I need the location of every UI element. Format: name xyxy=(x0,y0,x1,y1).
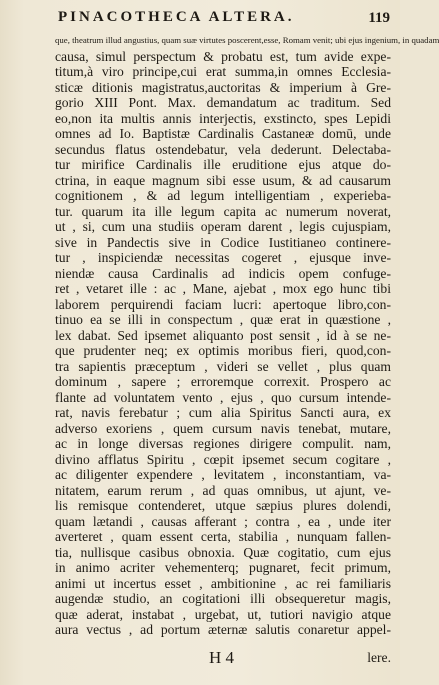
text-line: animi ut incertus esset , ambitionine , ac rei familiaris xyxy=(55,575,391,591)
text-line: ret , vetaret ille : ac , Mane, ajebat , mox ego hunc tibi xyxy=(55,281,391,296)
text-line: ctrina, in eaque magnum sibi esse usum, & ad causarum xyxy=(55,172,391,188)
text-line: aura vectus , ad portum æternæ salutis conaretur appel- xyxy=(55,622,391,637)
text-line: adverso exoriens , quem cursum navis tenebat, mutare, xyxy=(55,420,391,436)
text-line: tra sapientis præceptum , videri se vellet , plus quam xyxy=(55,358,391,374)
text-line: tur , inspiciendæ necessitas cogeret , ejusque inve- xyxy=(55,250,391,265)
body-text xyxy=(55,33,439,638)
text-line: niendæ causa Cardinalis ad indicis opem confuge- xyxy=(55,265,391,281)
text-line: tur. quarum ita ille legum capita ac numerum noverat, xyxy=(55,203,391,219)
text-line: que, theatrum illud angustius, quam suæ virtutes poscerent,esse, Romam venit; ubi ejus ingenium, in quadam xyxy=(55,35,439,45)
text-line: sive in Pandectis sive in Codice Iustitianeo continere- xyxy=(55,234,391,250)
catchword: lere. xyxy=(367,650,391,665)
text-line: nitatem, earum rerum , ad quas omnibus, ut ajunt, ve- xyxy=(55,482,391,498)
text-line: quæ aderat, instabat , urgebat, ut, tutiori navigio atque xyxy=(55,606,391,622)
text-line: ac in longe diversas regiones dirigere compulit. nam, xyxy=(55,436,391,451)
text-line: causa, simul perspectum & probatu est, tum avide expe- xyxy=(55,48,391,64)
text-line: ut , si, cum una studiis operam darent , legis cujuspiam, xyxy=(55,219,391,234)
text-line: omnes ad Io. Baptistæ Cardinalis Castaneæ domū, unde xyxy=(55,126,391,141)
running-head: PINACOTHECA ALTERA. xyxy=(58,9,295,25)
text-line: rat, navis ferebatur ; cum alia Spiritus Sancti aura, ex xyxy=(55,405,391,420)
text-line: divino afflatus Spiritu , cœpit ipsemet secum cogitare , xyxy=(55,451,391,467)
text-line: in animo acriter vehementerq; pugnaret, fecit primum, xyxy=(55,560,391,575)
signature-mark: H 4 xyxy=(209,648,235,667)
text-line: quam lætandi , causas afferant ; contra , ea , unde iter xyxy=(55,513,391,529)
text-line: ac diligenter expendere , levitatem , inconstantiam, va- xyxy=(55,467,391,482)
text-line: gorio XIII Pont. Max. demandatum ac traditum. Sed xyxy=(55,95,391,110)
text-line: averteret , quam essent certa, stabilia , nunquam fallen- xyxy=(55,529,391,544)
text-line: flante ad voluntatem vento , ejus , quo cursum intende- xyxy=(55,389,391,405)
text-line: eo,non ita multis annis interjectis, exstincto, spes Lepidi xyxy=(55,110,391,126)
page-header xyxy=(58,9,390,31)
text-line: tinuo ea se illi in conspectum , quæ erat in quæstione , xyxy=(55,312,391,327)
text-line: lis remisque contenderet, utque sæpius plures dolendi, xyxy=(55,498,391,513)
text-line: tur mirifice Cardinalis ille eruditione ejus atque do- xyxy=(55,157,391,172)
text-line: tia, nullisque casibus obnoxia. Quæ cogitatio, cum ejus xyxy=(55,544,391,560)
text-line: sticæ ditionis magistratus,auctoritas & imperium à Gre- xyxy=(55,79,391,95)
text-line: augendæ studio, an cogitationi illi obsequeretur magis, xyxy=(55,591,391,606)
text-line: lex dabat. Sed ipsemet aliquanto post sensit , id à se ne- xyxy=(55,327,391,343)
text-line: que prudenter neq; ex optimis moribus fieri, quod,con- xyxy=(55,343,391,358)
text-line: secundus flatus ostendebatur, vela dederunt. Delectaba- xyxy=(55,141,391,157)
text-line: cognitionem , & ad legum intelligentiam , experieba- xyxy=(55,188,391,203)
text-line: dominum , sapere ; erroremque correxit. Prospero ac xyxy=(55,374,391,389)
page-footer xyxy=(55,648,391,670)
text-line: titum,à viro principe,cui erat summa,in omnes Ecclesia- xyxy=(55,64,391,79)
page-number: 119 xyxy=(368,10,390,26)
text-line: laborem perquirendi faciam lucri: apertoque libro,con- xyxy=(55,296,391,312)
